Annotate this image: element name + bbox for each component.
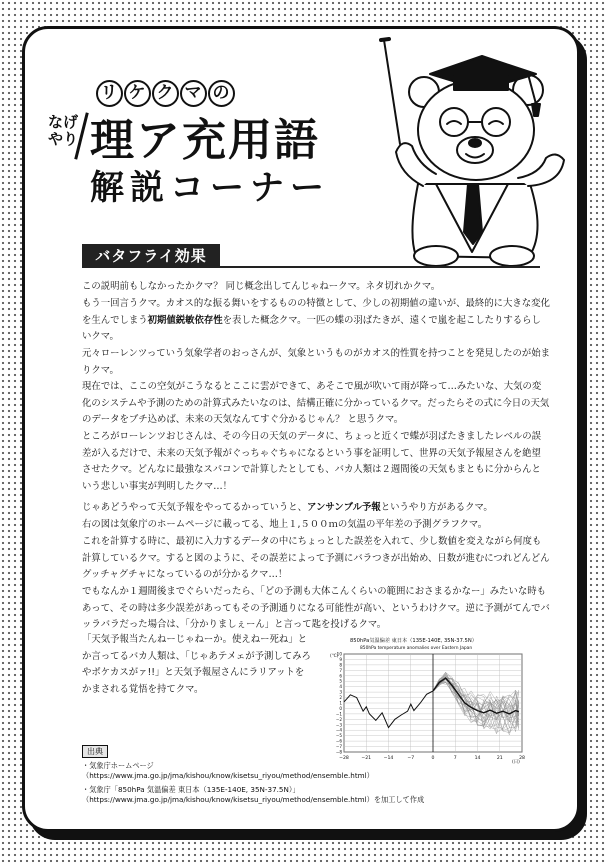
bold-term: 初期値鋭敏依存性	[147, 314, 223, 326]
chart-y-tick-label: 5	[339, 678, 342, 684]
title-subtitle	[96, 80, 236, 107]
chart-y-tick-label: −1	[335, 711, 342, 717]
chart-x-tick-label: −14	[383, 756, 394, 761]
title-char: ク	[152, 80, 179, 107]
body-paragraph-3: 元々ローレンツっていう気象学者のおっさんが、気象というものがカオス的性質を持つことを発見したのが始まりクマ。	[82, 348, 550, 376]
chart-ensemble-members	[433, 672, 519, 735]
chart-y-tick-label: 1	[339, 700, 342, 706]
heading-rule	[220, 266, 540, 268]
chart-y-tick-label: −6	[335, 738, 342, 744]
chart-y-tick-label: −7	[335, 744, 342, 750]
chart-y-tick-label: 10	[336, 651, 342, 657]
chart-y-tick-label: 2	[339, 695, 342, 701]
body-paragraph-6	[82, 500, 550, 517]
chart-y-tick-label: 0	[339, 705, 342, 711]
chart-y-tick-label: 4	[339, 684, 342, 690]
title-aside-top: なげ	[48, 113, 79, 131]
source-2-title: ・気象庁「850hPa 気温偏差 東日本（135E-140E, 35N-37.5N）」	[82, 785, 300, 794]
chart-x-tick-label: −21	[361, 756, 372, 761]
chart-y-tick-label: 3	[339, 689, 342, 695]
title-char: マ	[180, 80, 207, 107]
body-paragraph-1: この説明前もしなかったかクマ？ 同じ概念出してんじゃねークマ。ネタ切れかクマ。	[82, 281, 441, 292]
chart-y-tick-label: −5	[335, 733, 342, 739]
paragraph-text: を表した概念クマ。一匹の蝶の羽ばたきが、遠くで嵐を起こしたりするらしいクマ。	[82, 314, 541, 343]
chart-x-tick-label: 0	[431, 756, 435, 761]
chart-x-tick-label: 28	[519, 756, 525, 761]
body-paragraph-4: 現在では、ここの空気がこうなるとここに雲ができて、あそこで風が吹いて雨が降って…みたいな、大気の変化のシステムや予測のための計算式みたいなのは、結構正確に分かっているクマ。だったらその式に今日の天気のデータをブチ込めば、未来の天気なんてすぐ分かるじゃん？ と思うクマ。	[82, 381, 550, 426]
quote-paragraph: 「天気予報当たんねーじゃねーか。使えねー死ね」とか言ってるバカ人類は、「じゃあテメェが予測してみろやボケカスがァ!!」と天気予報屋さんにラリアットをかまされる覚悟を持てクマ。	[82, 634, 311, 695]
temperature-anomaly-chart	[326, 636, 532, 764]
title-main: 理ア充用語	[90, 115, 320, 166]
source-1-title: ・気象庁ホームページ	[82, 761, 154, 770]
chart-ylabel: (℃)	[330, 654, 339, 659]
bold-term: アンサンブル予報	[307, 502, 381, 513]
title-aside-bottom: やり	[48, 130, 79, 148]
chart-y-tick-label: 6	[339, 673, 342, 679]
chart-x-tick-label: 14	[474, 756, 481, 761]
chart-y-tick-label: 9	[339, 656, 342, 662]
body-paragraph-8: これを計算する時に、最初に入力するデータの中にちょっとした誤差を入れて、少し数値を変えながら何度も計算しているクマ。すると図のように、その誤差によって予測にバラつきが出始め、日数が進むにつれどんどんグッチャグチャになっているのが分かるクマ…！	[82, 536, 550, 581]
sources-label: 出典	[82, 745, 108, 758]
title-aside	[48, 114, 78, 148]
body-paragraph-2	[82, 296, 550, 346]
chart-title: 850hPa気温偏差 東日本（135E-140E, 35N-37.5N）	[350, 638, 477, 644]
chart-y-tick-label: 8	[339, 662, 342, 668]
chart-x-tick-label: −28	[339, 756, 349, 761]
chart-subtitle: 850hPa temperature anomalies over Eastern Japan	[360, 646, 473, 651]
chart-y-tick-label: −4	[335, 727, 342, 733]
body-paragraph-7: 右の図は気象庁のホームページに載ってる、地上１,５００ｍの気温の平年差の予測グラフクマ。	[82, 519, 488, 530]
body-paragraph-9: でもなんか１週間後までぐらいだったら、「どの予測も大体こんくらいの範囲におさまるかなー」みたいな時もあって、その時は多少誤差があってもその予測通りになる可能性が高い、というわけクマ。逆に予測がてんでバッラバラだった場合は、「分かりましぇーん」と言って匙を投げるクマ。	[82, 586, 550, 631]
paragraph-text: というやり方があるクマ。	[380, 502, 493, 513]
chart-y-tick-label: −2	[335, 716, 342, 722]
section-heading: バタフライ効果	[82, 244, 220, 268]
source-1-url: （https://www.jma.go.jp/jma/kishou/know/kisetsu_riyou/method/ensemble.html）	[82, 771, 374, 780]
chart-y-tick-label: −8	[335, 749, 342, 755]
paragraph-text: もう一回言うクマ。カオス的な振る舞いをするものの特徴として、少しの初期値の違いが、最終的に大きな変化を生んでしまう	[82, 298, 550, 326]
paragraph-text: じゃあどうやって天気予報をやってるかっていうと、	[82, 502, 308, 513]
chart-xlabel: (日)	[512, 760, 520, 764]
body-paragraph-5: ところがローレンツおじさんは、その今日の天気のデータに、ちょっと近くで蝶が羽ばたきましたレベルの誤差が入るだけで、未来の天気予報がぐっちゃぐちゃになるという事を証明して、世界の天気予報屋さんを絶望させたクマ。どんなに最強なスパコンで計算したとしても、バカ人類は２週間後の天気もまともに分からんという悲しい事実が判明したクマ…！	[82, 431, 541, 492]
chart-x-tick-label: 21	[496, 756, 503, 761]
title-char: リ	[96, 80, 123, 107]
chart-y-tick-label: 7	[339, 667, 342, 673]
chart-y-tick-label: −3	[335, 722, 342, 728]
chart-y-ticks	[336, 652, 343, 755]
chart-x-tick-label: 7	[453, 756, 457, 761]
title-char: ケ	[124, 80, 151, 107]
title-second-line: 解説コーナー	[90, 168, 330, 208]
source-2-url: （https://www.jma.go.jp/jma/kishou/know/kisetsu_riyou/method/ensemble.html）を加工して作成	[82, 795, 425, 804]
bear-professor-illustration	[378, 34, 578, 270]
title-char: の	[208, 80, 235, 107]
chart-x-tick-label: −7	[407, 756, 415, 761]
